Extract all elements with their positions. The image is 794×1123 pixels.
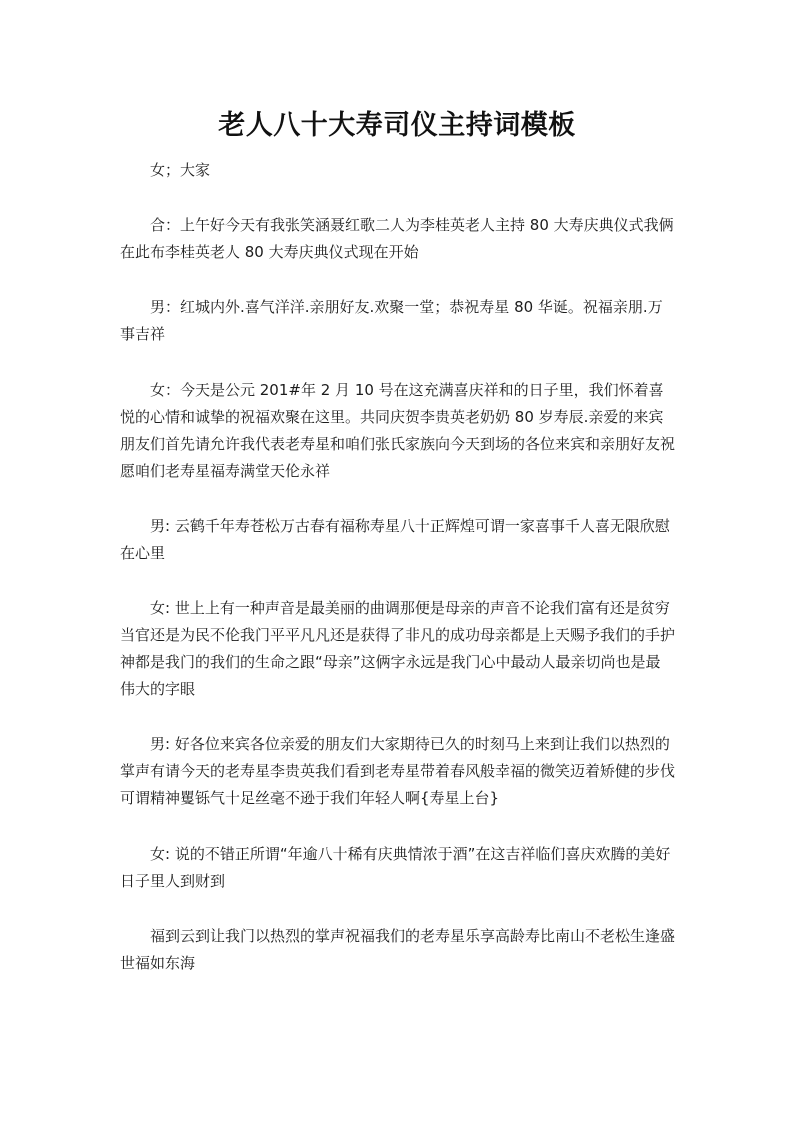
paragraph-male-crane: 男: 云鹤千年寿苍松万古春有福称寿星八十正辉煌可谓一家喜事千人喜无限欣慰在心里 bbox=[120, 517, 670, 562]
paragraph-closing-blessing: 福到云到让我门以热烈的掌声祝福我们的老寿星乐享高龄寿比南山不老松生逢盛世福如东海 bbox=[120, 927, 676, 972]
document-title: 老人八十大寿司仪主持词模板 bbox=[218, 110, 576, 141]
paragraph-female-mother: 女: 世上上有一种声音是最美丽的曲调那便是母亲的声音不论我们富有还是贫穷当官还是为民不伦我门平平凡凡还是获得了非凡的成功母亲都是上天赐予我们的手护神都是我门的我们的生命之跟“母亲”这俩字永远是我门心中最动人最亲切尚也是最伟大的字眼 bbox=[120, 599, 676, 698]
paragraph-female-celebration: 女: 说的不错正所谓“年逾八十稀有庆典情浓于酒”在这吉祥临们喜庆欢腾的美好日子里人到财到 bbox=[120, 845, 671, 890]
paragraph-male-invite: 男: 好各位来宾各位亲爱的朋友们大家期待已久的时刻马上来到让我们以热烈的掌声有请今天的老寿星李贵英我们看到老寿星带着春风般幸福的微笑迈着矫健的步伐可谓精神矍铄气十足丝毫不逊于我们年轻人啊{寿星上台} bbox=[120, 735, 676, 807]
paragraph-female-welcome: 女：今天是公元 201#年 2 月 10 号在这充满喜庆祥和的日子里，我们怀着喜悦的心情和诚挚的祝福欢聚在这里。共同庆贺李贵英老奶奶 80 岁寿辰.亲爱的来宾朋友们首先请允许我代表老寿星和咱们张氏家族向今天到场的各位来宾和亲朋好友祝愿咱们老寿星福寿满堂天伦永祥 bbox=[120, 381, 676, 480]
paragraph-greeting: 女；大家 bbox=[150, 161, 211, 179]
paragraph-male-blessing: 男：红城内外.喜气洋洋.亲朋好友.欢聚一堂；恭祝寿星 80 华诞。祝福亲朋.万事吉祥 bbox=[120, 298, 663, 343]
paragraph-opening: 合：上午好今天有我张笑涵聂红歌二人为李桂英老人主持 80 大寿庆典仪式我俩在此布李桂英老人 80 大寿庆典仪式现在开始 bbox=[120, 216, 674, 261]
